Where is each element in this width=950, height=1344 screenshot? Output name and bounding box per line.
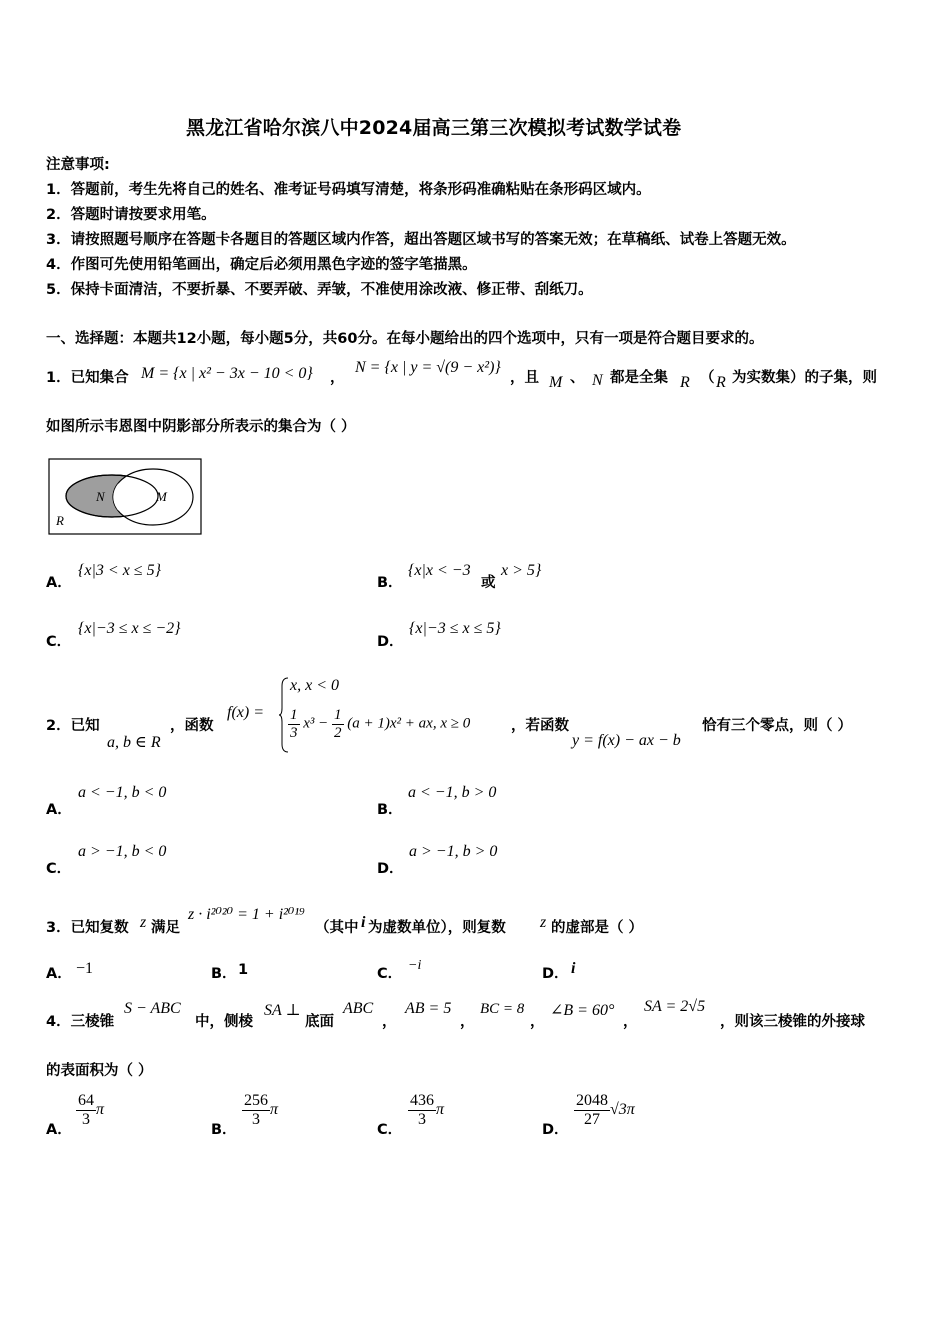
notice-item-3: 3．请按照题号顺序在答题卡各题目的答题区域内作答，超出答题区域书写的答案无效；在草稿纸、试卷上答题无效。 (46, 232, 796, 248)
q2-frac1-num: 1 (290, 707, 298, 723)
q2-frac2-num: 1 (334, 707, 342, 723)
q3-where: （其中 (315, 920, 359, 936)
q4-option-c-tail: π (436, 1101, 445, 1119)
q1-option-a: {x|3 < x ≤ 5} (78, 562, 161, 579)
venn-label-r: R (56, 513, 64, 528)
q2-option-d-label: D． (377, 861, 404, 877)
venn-label-m: M (156, 489, 167, 504)
q4-option-d-num: 2048 (576, 1092, 608, 1109)
q4-option-a (76, 1092, 104, 1128)
q3-option-d-label: D． (542, 966, 569, 982)
q2-case2 (288, 707, 470, 741)
page-title: 黑龙江省哈尔滨八中2024届高三第三次模拟考试数学试卷 (186, 117, 682, 139)
q4-bc: BC = 8 (480, 1001, 525, 1017)
notice-item-4: 4．作图可先使用铅笔画出，确定后必须用黑色字迹的签字笔描黑。 (46, 257, 477, 273)
q3-option-c-label: C． (377, 966, 403, 982)
notice-item-1: 1．答题前，考生先将自己的姓名、准考证号码填写清楚，将条形码准确粘贴在条形码区域内。 (46, 182, 651, 198)
q4-c3: ， (530, 1014, 545, 1030)
q1-option-c-label: C． (46, 634, 72, 650)
q3-option-c: −i (408, 958, 422, 973)
q4-c4: ， (623, 1014, 638, 1030)
q4-option-d-tail: √3π (610, 1101, 635, 1119)
q2-frac2-den: 2 (334, 724, 342, 741)
q4-sabc: S − ABC (124, 1000, 181, 1017)
q1-n: N (592, 372, 603, 389)
q1-set-m: M = {x | x² − 3x − 10 < 0} (141, 365, 313, 382)
q3-imag: 的虚部是（ ） (551, 920, 644, 936)
q4-option-a-den: 3 (82, 1110, 90, 1128)
q1-option-d: {x|−3 ≤ x ≤ 5} (409, 620, 501, 637)
q1-paren: （ (700, 370, 715, 386)
q2-yfx: y = f(x) − ax − b (572, 732, 681, 749)
q2-func-label: ，函数 (170, 718, 214, 734)
q2-prefix: 2．已知 (46, 718, 100, 734)
q2-option-a-label: A． (46, 802, 72, 818)
q3-option-d: i (571, 960, 576, 977)
q4-line2: 的表面积为（ ） (46, 1063, 153, 1079)
q1-option-a-label: A． (46, 575, 72, 591)
notice-item-2: 2．答题时请按要求用笔。 (46, 207, 216, 223)
q4-option-d-den: 27 (584, 1110, 600, 1128)
q1-option-b-label: B． (377, 575, 403, 591)
q4-sa: SA = 2√5 (644, 998, 706, 1015)
q2-if-func: ，若函数 (511, 718, 569, 734)
q3-prefix: 3．已知复数 (46, 920, 129, 936)
q2-fx: f(x) = (227, 704, 264, 721)
venn-diagram (48, 458, 203, 536)
q1-and: ，且 (510, 370, 539, 386)
q2-suffix: 恰有三个零点，则（ ） (702, 718, 853, 734)
q1-sep: 、 (570, 370, 585, 386)
q1-comma: ， (330, 370, 345, 386)
q2-option-c: a > −1, b < 0 (78, 843, 167, 860)
q3-z1: z (140, 914, 147, 931)
q1-option-c: {x|−3 ≤ x ≤ −2} (78, 620, 181, 637)
q1-real: 为实数集）的子集，则 (732, 370, 877, 386)
q1-option-b-part2: x > 5} (501, 562, 542, 579)
q2-case2-tail: (a + 1)x² + ax, x ≥ 0 (347, 715, 471, 732)
q1-option-b-or: 或 (481, 575, 496, 591)
q3-equation: z · i²⁰²⁰ = 1 + i²⁰¹⁹ (188, 906, 305, 923)
q1-prefix: 1．已知集合 (46, 370, 129, 386)
q3-option-b-label: B． (211, 966, 237, 982)
q2-condition: a, b ∈ R (107, 734, 161, 751)
q4-option-a-num: 64 (78, 1092, 94, 1109)
notice-item-5: 5．保持卡面清洁，不要折暴、不要弄破、弄皱，不准使用涂改液、修正带、刮纸刀。 (46, 282, 593, 298)
q3-z2: z (540, 914, 547, 931)
q4-mid1: 中，侧棱 (195, 1014, 253, 1030)
q2-frac1-den: 3 (290, 724, 298, 741)
q3-unit: 为虚数单位），则复数 (368, 920, 506, 936)
q4-option-b-label: B． (211, 1122, 237, 1138)
q4-c2: ， (460, 1014, 475, 1030)
q1-line2: 如图所示韦恩图中阴影部分所表示的集合为（ ） (46, 419, 356, 435)
q1-subsets: 都是全集 (610, 370, 668, 386)
q1-option-d-label: D． (377, 634, 404, 650)
q4-option-b (242, 1092, 278, 1128)
q1-m: M (549, 374, 563, 391)
q4-option-a-tail: π (96, 1101, 105, 1119)
q4-option-a-label: A． (46, 1122, 72, 1138)
q4-ab: AB = 5 (405, 1000, 452, 1017)
q4-saperp: SA ⊥ (264, 1002, 301, 1019)
q4-abc: ABC (343, 1000, 374, 1017)
q4-angle: ∠B = 60° (550, 1002, 615, 1019)
q4-option-c-num: 436 (410, 1092, 434, 1109)
q4-option-c-label: C． (377, 1122, 403, 1138)
q1-r1: R (680, 374, 690, 391)
q4-c1: ， (382, 1014, 397, 1030)
q2-option-b: a < −1, b > 0 (408, 784, 497, 801)
q3-option-a: −1 (76, 960, 94, 977)
q4-prefix: 4．三棱锥 (46, 1014, 115, 1030)
q3-option-a-label: A． (46, 966, 72, 982)
q1-r2: R (716, 374, 726, 391)
q2-case2-mid: x³ − (303, 715, 329, 732)
q4-option-b-num: 256 (244, 1092, 268, 1109)
q2-option-c-label: C． (46, 861, 72, 877)
q4-suffix: ，则该三棱锥的外接球 (720, 1014, 865, 1030)
q4-option-d-label: D． (542, 1122, 569, 1138)
venn-label-n: N (96, 489, 105, 504)
q2-option-d: a > −1, b > 0 (409, 843, 498, 860)
q2-case1: x, x < 0 (290, 677, 339, 694)
q4-option-b-den: 3 (252, 1110, 260, 1128)
q4-base: 底面 (305, 1014, 334, 1030)
notice-heading: 注意事项: (46, 157, 110, 173)
q4-option-c (408, 1092, 444, 1128)
section-heading: 一、选择题：本题共12小题，每小题5分，共60分。在每小题给出的四个选项中，只有一项是符合题目要求的。 (46, 331, 764, 347)
q2-option-a: a < −1, b < 0 (78, 784, 167, 801)
q3-i: i (361, 914, 366, 931)
q4-option-c-den: 3 (418, 1110, 426, 1128)
q1-option-b-part1: {x|x < −3 (408, 562, 471, 579)
q4-option-b-tail: π (270, 1101, 279, 1119)
q4-option-d (574, 1092, 635, 1128)
q3-option-b: 1 (238, 962, 249, 978)
q2-option-b-label: B． (377, 802, 403, 818)
q3-satisfies: 满足 (151, 920, 180, 936)
q1-set-n: N = {x | y = √(9 − x²)} (355, 359, 501, 376)
